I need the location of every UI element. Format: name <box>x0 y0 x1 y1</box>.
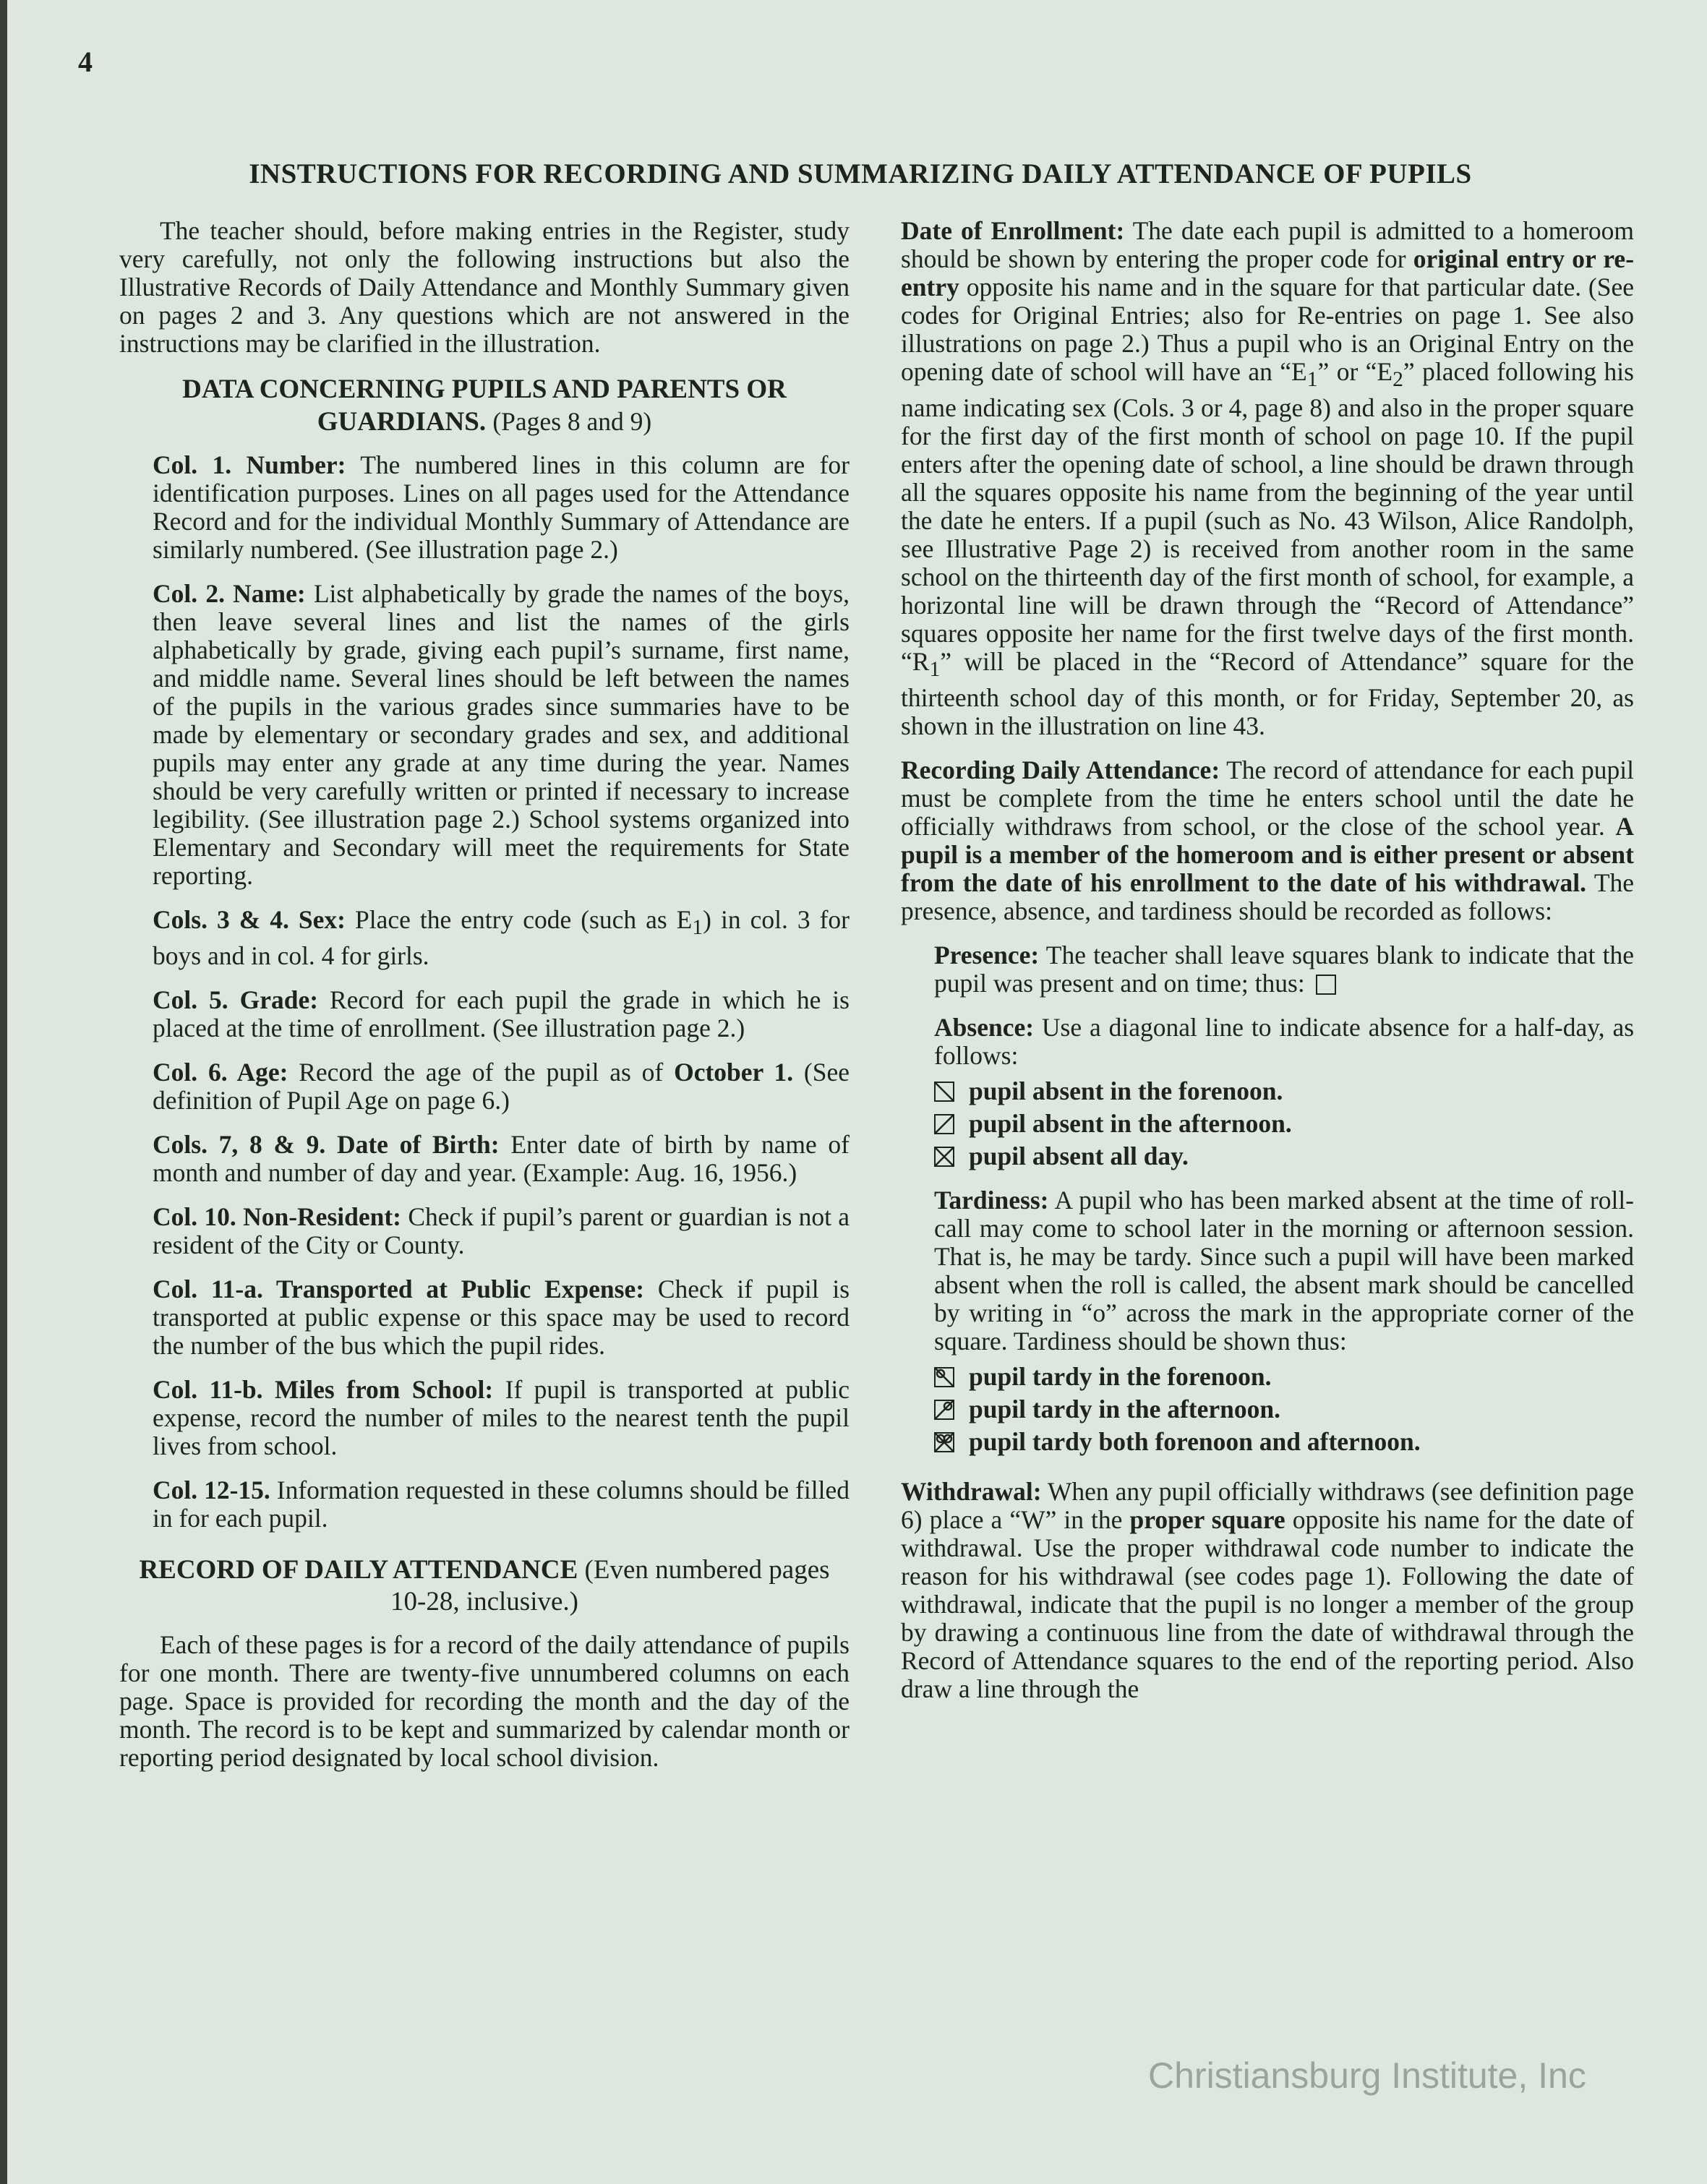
recording-text-b: The presence, absence, and tardiness should be recorded as follows: <box>901 868 1635 926</box>
section-heading-daily-attendance-title: RECORD OF DAILY ATTENDANCE <box>139 1555 578 1585</box>
col-1-text: The numbered lines in this column are for identification purposes. Lines on all pages used for the Attendance Record and for the individual Monthly Summary of Attendance are similarly numbered. (See illustration page 2.) <box>153 450 850 564</box>
col-10-label: Col. 10. Non-Resident: <box>153 1202 402 1232</box>
forenoon-tardy-square-icon <box>934 1367 954 1387</box>
col-11a-label: Col. 11-a. Transported at Public Expense: <box>153 1275 645 1304</box>
enrollment-bold: original entry or re-entry <box>901 244 1635 301</box>
col-11b-text: If pupil is transported at public expense, record the number of miles to the nearest tenth the pupil lives from school. <box>153 1375 850 1461</box>
empty-square-icon <box>1316 975 1336 995</box>
tardiness-text: A pupil who has been marked absent at the time of roll-call may come to school later in the morning or afternoon session. That is, he may be tardy. Since such a pupil will have been marked absent when the roll is called, the absent mark should be cancelled by writing in “o” across the mark in the appropriate corner of the square. Tardiness should be shown thus: <box>934 1186 1634 1356</box>
enrollment-text-a: The date each pupil is admitted to a homeroom should be shown by entering the proper code for <box>901 216 1634 273</box>
both-tardy-square-icon <box>934 1432 954 1452</box>
withdrawal-label: Withdrawal: <box>901 1477 1042 1507</box>
recording-text-a: The record of attendance for each pupil must be complete from the time he enters school until the date he officially withdraws from school, or the close of the school year. <box>901 755 1634 842</box>
absence-item-forenoon <box>934 1077 1634 1105</box>
col-5-paragraph <box>153 986 850 1042</box>
section-heading-daily-attendance-note: (Even numbered pages 10-28, inclusive.) <box>390 1555 830 1617</box>
col-6-bold: October 1. <box>674 1058 794 1087</box>
col-3-4-text-a: Place the entry code (such as E <box>355 905 693 934</box>
recording-paragraph <box>901 756 1634 925</box>
col-12-15-text: Information requested in these columns should be filled in for each pupil. <box>153 1476 850 1533</box>
presence-text: The teacher shall leave squares blank to indicate that the pupil was present and on time; thus: <box>934 941 1635 998</box>
enrollment-text-c: ” or “E <box>1317 357 1393 386</box>
enrollment-paragraph <box>901 217 1634 740</box>
col-2-paragraph <box>153 580 850 890</box>
tardy-item-afternoon-text: pupil tardy in the afternoon. <box>969 1395 1280 1424</box>
daily-attendance-paragraph: Each of these pages is for a record of the daily attendance of pupils for one month. There are twenty-five unnumbered columns on each page. Space is provided for recording the month and the day of the month. The record is to be kept and summarized by calendar month or reporting period designated by local school division. <box>119 1630 850 1773</box>
absence-item-forenoon-text: pupil absent in the forenoon. <box>969 1076 1283 1106</box>
enrollment-text-e: ” will be placed in the “Record of Attendance” square for the thirteenth school day of this month, or for Friday, September 20, as shown in the illustration on line 43. <box>901 647 1634 741</box>
col-6-label: Col. 6. Age: <box>153 1058 288 1087</box>
col-2-label: Col. 2. Name: <box>153 579 306 608</box>
tardiness-paragraph <box>934 1186 1634 1356</box>
tardy-item-afternoon <box>934 1395 1634 1423</box>
col-6-paragraph <box>153 1058 850 1115</box>
col-7-8-9-paragraph <box>153 1131 850 1187</box>
col-11a-paragraph <box>153 1275 850 1360</box>
forenoon-absent-square-icon <box>934 1082 954 1102</box>
col-1-paragraph <box>153 451 850 564</box>
col-1-label: Col. 1. Number: <box>153 450 346 479</box>
tardiness-label: Tardiness: <box>934 1186 1049 1215</box>
recording-bold: A pupil is a member of the homeroom and is either present or absent from the date of his enrollment to the date of his withdrawal. <box>901 812 1634 898</box>
absence-label: Absence: <box>934 1013 1035 1042</box>
col-7-8-9-text: Enter date of birth by name of month and number of day and year. (Example: Aug. 16, 1956.) <box>153 1130 850 1188</box>
section-heading-daily-attendance <box>119 1554 850 1618</box>
enrollment-sub-1: 1 <box>1306 368 1318 392</box>
afternoon-absent-square-icon <box>934 1114 954 1134</box>
recording-label: Recording Daily Attendance: <box>901 755 1220 785</box>
col-10-paragraph <box>153 1203 850 1259</box>
withdrawal-text-b: opposite his name for the date of withdrawal. Use the proper withdrawal code number to indicate the reason for his withdrawal (see codes page 1). Following the date of withdrawal, indicate that the pupil is no longer a member of the group by drawing a continuous line from the date of withdrawal through the Record of Attendance squares to the end of the reporting period. Also draw a line through the <box>901 1505 1635 1704</box>
col-11a-text: Check if pupil is transported at public expense or this space may be used to record the number of the bus which the pupil rides. <box>153 1275 850 1361</box>
col-2-text: List alphabetically by grade the names of the boys, then leave several lines and list the names of the girls alphabetically by grade, giving each pupil’s surname, first name, and middle name. Several lines should be left between the names of the pupils in the various grades since summaries have to be made by elementary or secondary grades and sex, and additional pupils may enter any grade at any time during the year. Names should be very carefully written or printed if necessary to increase legibility. (See illustration page 2.) School systems organized into Elementary and Secondary will meet the requirements for State reporting. <box>153 579 850 890</box>
col-5-label: Col. 5. Grade: <box>153 985 319 1015</box>
col-3-4-text-b: ) in col. 3 for boys and in col. 4 for girls. <box>153 905 850 971</box>
withdrawal-bold: proper square <box>1129 1505 1285 1535</box>
absence-item-afternoon <box>934 1110 1634 1138</box>
col-3-4-subscript: 1 <box>692 916 703 940</box>
col-11b-paragraph <box>153 1376 850 1460</box>
enrollment-sub-2: 2 <box>1392 368 1403 392</box>
tardy-item-both-text: pupil tardy both forenoon and afternoon. <box>969 1427 1421 1457</box>
col-5-text: Record for each pupil the grade in which he is placed at the time of enrollment. (See illustration page 2.) <box>153 985 850 1043</box>
afternoon-tardy-square-icon <box>934 1400 954 1420</box>
presence-label: Presence: <box>934 941 1040 970</box>
page-number: 4 <box>78 46 93 78</box>
absence-item-all-day-text: pupil absent all day. <box>969 1142 1189 1171</box>
right-column <box>901 217 1634 1719</box>
absence-text: Use a diagonal line to indicate absence for a half-day, as follows: <box>934 1013 1635 1071</box>
absence-paragraph <box>934 1014 1634 1070</box>
tardy-item-forenoon-text: pupil tardy in the forenoon. <box>969 1362 1272 1392</box>
enrollment-sub-3: 1 <box>929 658 941 682</box>
intro-paragraph: The teacher should, before making entries in the Register, study very carefully, not only the following instructions but also the Illustrative Records of Daily Attendance and Monthly Summary given on pages 2 and 3. Any questions which are not answered in the instructions may be clarified in the illustration. <box>119 216 850 358</box>
col-6-text-a: Record the age of the pupil as of <box>299 1058 664 1087</box>
watermark-text: Christiansburg Institute, Inc <box>1148 2055 1586 2096</box>
section-heading-pupil-data-title: DATA CONCERNING PUPILS AND PARENTS OR GUARDIANS. <box>182 374 787 437</box>
page-title: INSTRUCTIONS FOR RECORDING AND SUMMARIZING DAILY ATTENDANCE OF PUPILS <box>249 158 1472 189</box>
withdrawal-paragraph <box>901 1478 1634 1703</box>
absence-item-afternoon-text: pupil absent in the afternoon. <box>969 1109 1292 1139</box>
all-day-absent-square-icon <box>934 1147 954 1167</box>
section-heading-pupil-data <box>119 374 850 438</box>
section-heading-pupil-data-pages: (Pages 8 and 9) <box>492 407 652 436</box>
col-11b-label: Col. 11-b. Miles from School: <box>153 1375 494 1405</box>
col-12-15-paragraph <box>153 1476 850 1533</box>
col-3-4-paragraph <box>153 906 850 970</box>
col-3-4-label: Cols. 3 & 4. Sex: <box>153 905 346 934</box>
left-column <box>119 217 850 1788</box>
presence-paragraph <box>934 941 1634 998</box>
enrollment-text-b: opposite his name and in the square for that particular date. (See codes for Original Entries; also for Re-entries on page 1. See also illustrations on page 2.) Thus a pupil who is an Original Entry on the opening date of school will have an “E <box>901 273 1635 386</box>
withdrawal-text-a: When any pupil officially withdraws (see definition page 6) place a “W” in the <box>901 1477 1634 1535</box>
col-12-15-label: Col. 12-15. <box>153 1476 270 1505</box>
document-page <box>7 0 1707 2184</box>
absence-item-all-day <box>934 1142 1634 1170</box>
tardy-item-forenoon <box>934 1363 1634 1391</box>
enrollment-text-d: ” placed following his name indicating sex (Cols. 3 or 4, page 8) and also in the proper square for the first day of the first month of school on page 10. If the pupil enters after the opening date of school, a line should be drawn through all the squares opposite his name from the beginning of the year until the date he enters. If a pupil (such as No. 43 Wilson, Alice Randolph, see Illustrative Page 2) is received from another room in the same school on the thirteenth day of the first month of school, for example, a horizontal line will be drawn through the “Record of Attendance” squares opposite her name for the first twelve days of the first month. “R <box>901 357 1634 677</box>
tardy-item-both <box>934 1428 1634 1456</box>
enrollment-label: Date of Enrollment: <box>901 216 1125 245</box>
col-7-8-9-label: Cols. 7, 8 & 9. Date of Birth: <box>153 1130 500 1160</box>
col-10-text: Check if pupil’s parent or guardian is not a resident of the City or County. <box>153 1202 850 1260</box>
col-6-text-b: (See definition of Pupil Age on page 6.) <box>153 1058 850 1115</box>
